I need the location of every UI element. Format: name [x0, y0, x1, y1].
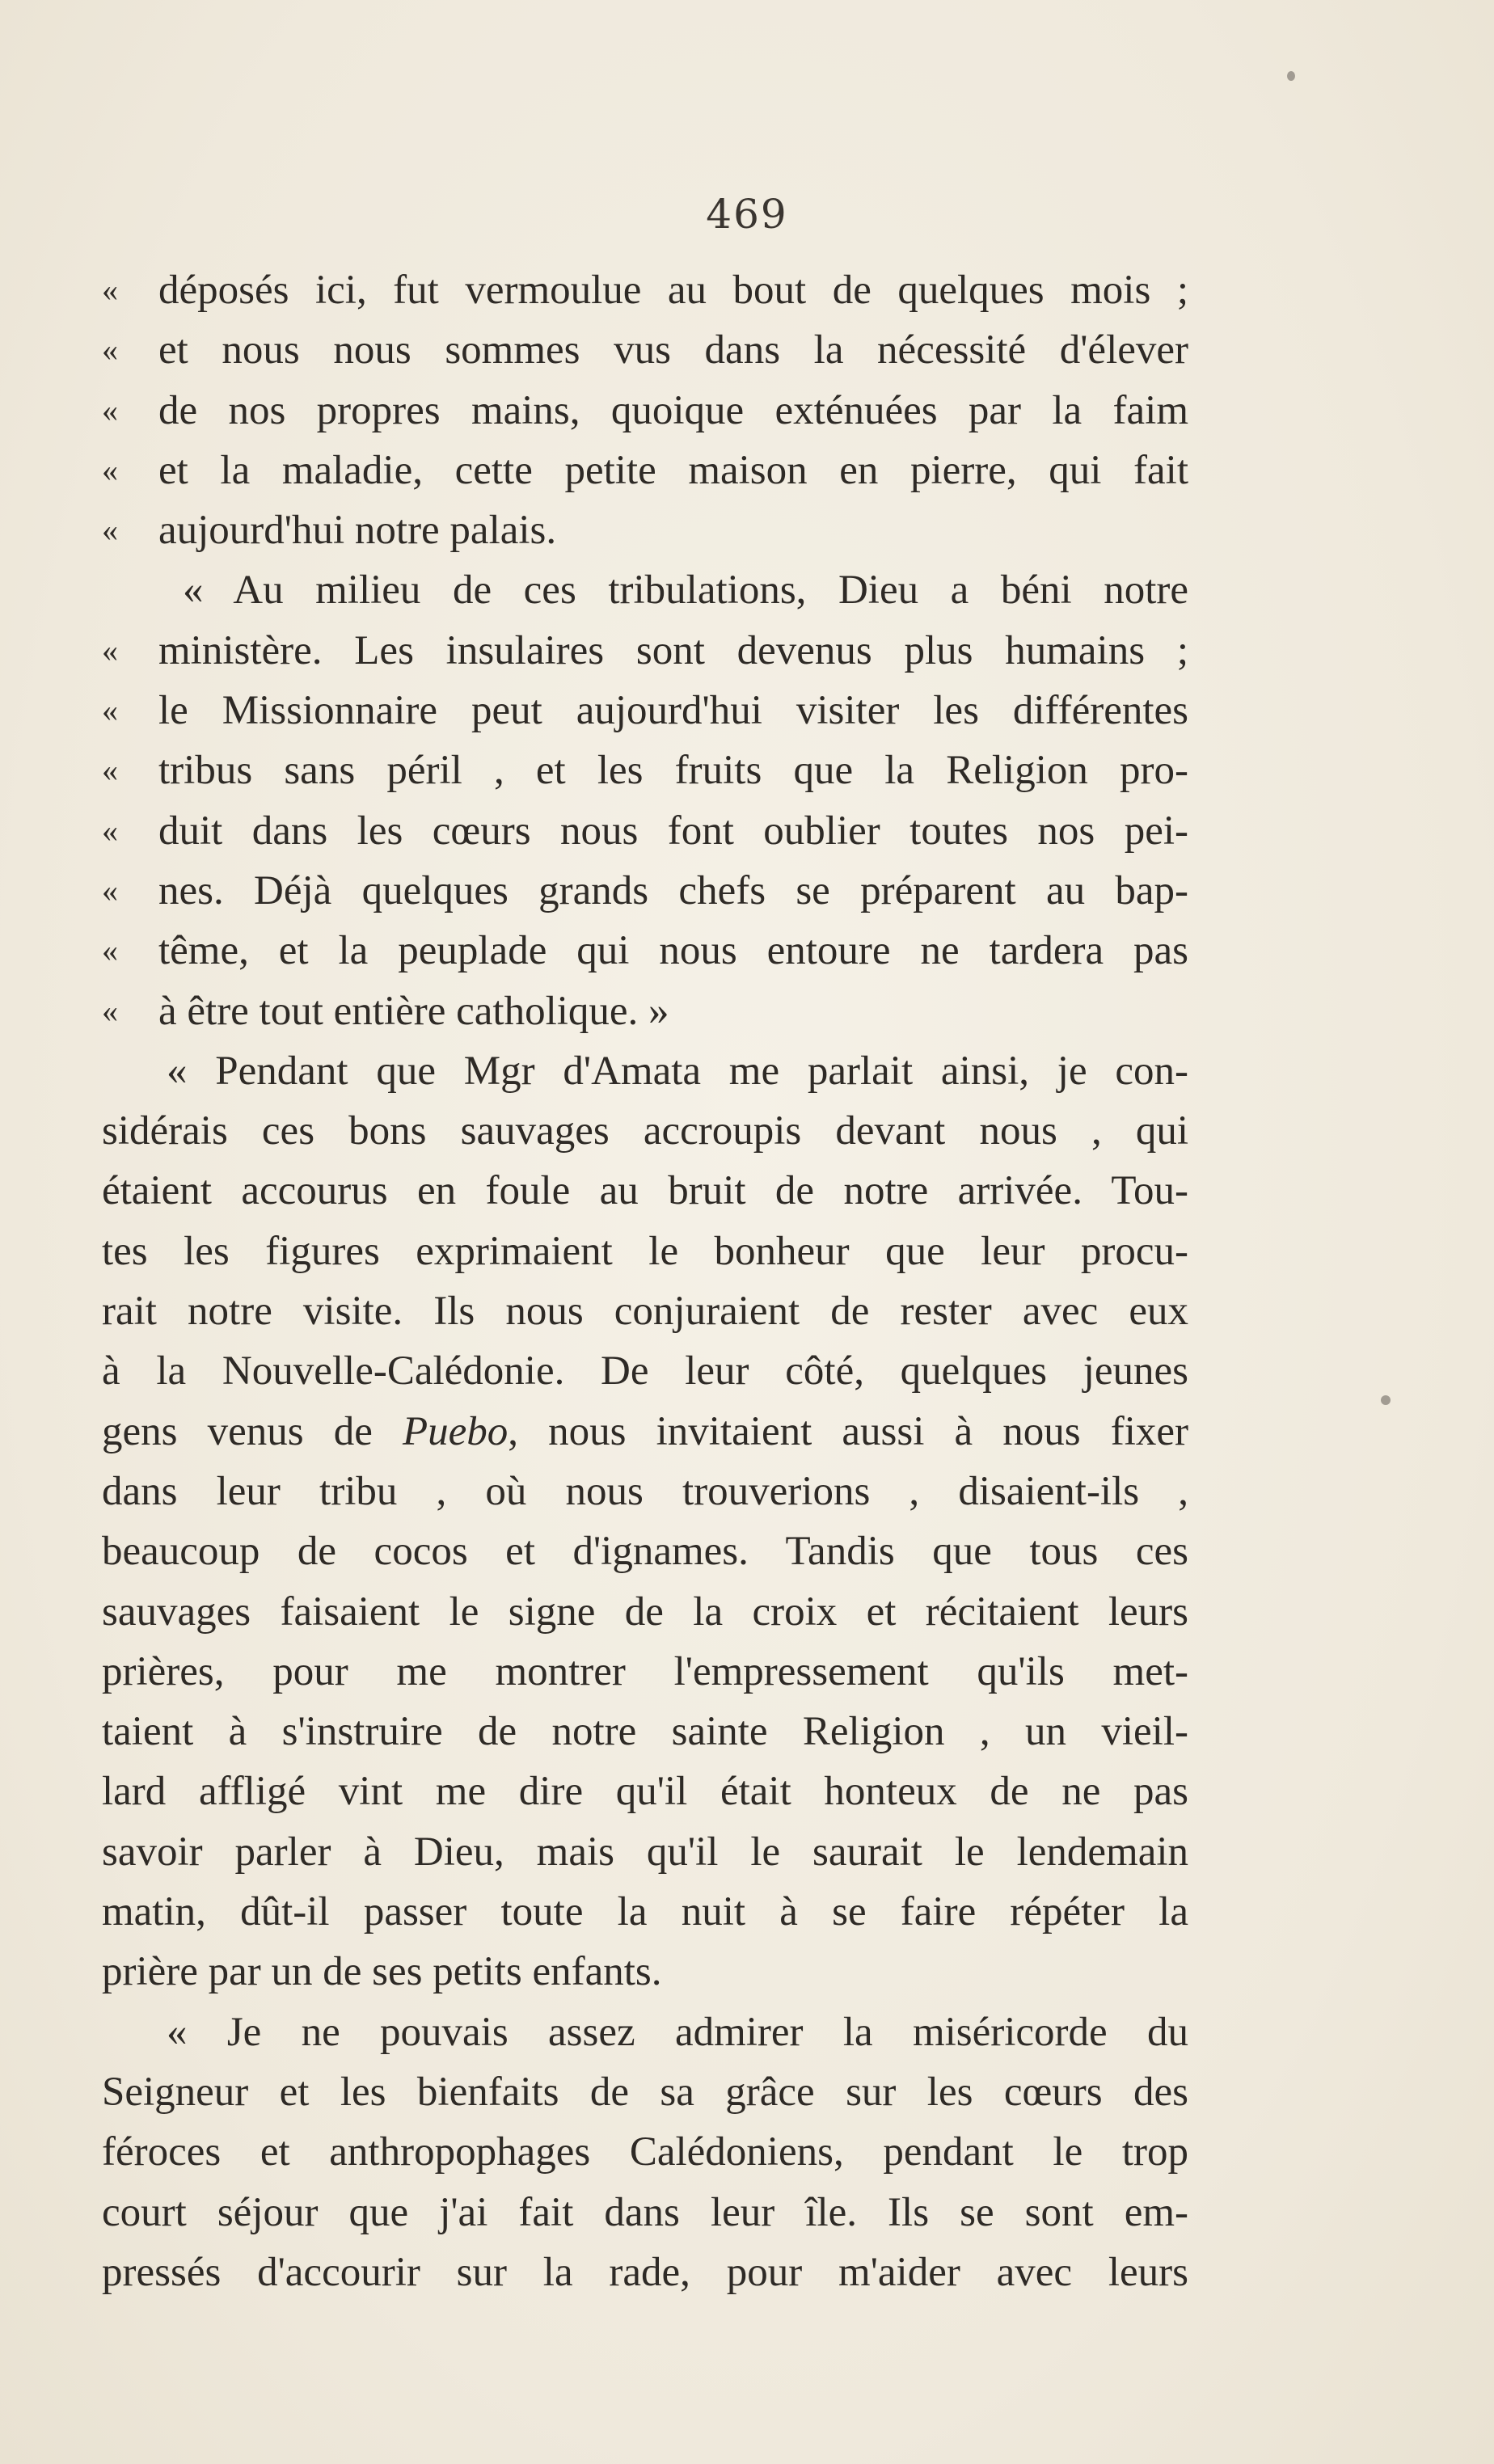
paragraph-start-line: « Pendant que Mgr d'Amata me parlait ainsi, je con- [167, 1048, 1188, 1094]
text-line: Seigneur et les bienfaits de sa grâce sur les cœurs des [102, 2069, 1188, 2115]
text-line: beaucoup de cocos et d'ignames. Tandis que tous ces [102, 1529, 1188, 1575]
text-line: taient à s'instruire de notre sainte Religion , un vieil- [102, 1709, 1188, 1755]
text-line: « et nous nous sommes vus dans la nécessité d'élever [102, 320, 1188, 380]
text-line: étaient accourus en foule au bruit de notre arrivée. Tou- [102, 1168, 1188, 1214]
text-line: « aujourd'hui notre palais. [102, 500, 1188, 560]
text-line: rait notre visite. Ils nous conjuraient de rester avec eux [102, 1289, 1188, 1335]
text-line: « nes. Déjà quelques grands chefs se préparent au bap- [102, 861, 1188, 921]
text-line: « déposés ici, fut vermoulue au bout de quelques mois ; [102, 260, 1188, 320]
text-line: pressés d'accourir sur la rade, pour m'aider avec leurs [102, 2249, 1188, 2295]
body-text [102, 260, 1188, 2302]
text-line: « de nos propres mains, quoique exténuées par la faim [102, 381, 1188, 441]
paper-speck [1381, 1395, 1391, 1405]
quote-mark: « [102, 631, 118, 669]
text-line: « tême, et la peuplade qui nous entoure ne tardera pas [102, 921, 1188, 981]
text-line: sauvages faisaient le signe de la croix et récitaient leurs [102, 1589, 1188, 1635]
text-line: court séjour que j'ai fait dans leur île. Ils se sont em- [102, 2189, 1188, 2235]
quote-mark: « [102, 992, 118, 1029]
text-line: « ministère. Les insulaires sont devenus plus humains ; [102, 621, 1188, 681]
quote-mark: « [102, 932, 118, 969]
text-line: « duit dans les cœurs nous font oublier toutes nos pei- [102, 801, 1188, 861]
quote-mark: « [102, 752, 118, 789]
quote-mark: « [102, 451, 118, 488]
page-number: 469 [706, 191, 788, 238]
quote-mark: « [102, 692, 118, 729]
text-line: gens venus de Puebo, nous invitaient aussi à nous fixer [102, 1408, 1188, 1454]
text-line: à la Nouvelle-Calédonie. De leur côté, quelques jeunes [102, 1348, 1188, 1394]
quote-mark: « [102, 391, 118, 428]
text-line: « tribus sans péril , et les fruits que la Religion pro- [102, 740, 1188, 800]
paper-speck [1287, 71, 1295, 81]
quote-mark: « [102, 512, 118, 549]
text-line: dans leur tribu , où nous trouverions , disaient-ils , [102, 1468, 1188, 1514]
text-line: matin, dût-il passer toute la nuit à se faire répéter la [102, 1889, 1188, 1935]
text-line: savoir parler à Dieu, mais qu'il le saurait le lendemain [102, 1829, 1188, 1875]
text-line: « et la maladie, cette petite maison en pierre, qui fait [102, 441, 1188, 500]
quote-mark: « [102, 272, 118, 308]
text-line: féroces et anthropophages Calédoniens, pendant le trop [102, 2129, 1188, 2175]
text-line: prières, pour me montrer l'empressement qu'ils met- [102, 1648, 1188, 1694]
quote-mark: « [102, 871, 118, 909]
text-line: lard affligé vint me dire qu'il était honteux de ne pas [102, 1769, 1188, 1815]
text-line: « le Missionnaire peut aujourd'hui visiter les différentes [102, 681, 1188, 740]
text-line: prière par un de ses petits enfants. [102, 1949, 662, 1995]
place-name-puebo: Puebo [402, 1408, 509, 1454]
quote-mark: « [102, 812, 118, 849]
text-line: sidérais ces bons sauvages accroupis devant nous , qui [102, 1108, 1188, 1154]
paragraph-start-line: « Je ne pouvais assez admirer la miséricorde du [167, 2009, 1188, 2055]
text-line: tes les figures exprimaient le bonheur que leur procu- [102, 1228, 1188, 1274]
text-line: « à être tout entière catholique. » [102, 981, 1188, 1041]
paragraph-start-line: « Au milieu de ces tribulations, Dieu a béni notre [183, 567, 1188, 614]
quote-mark: « [102, 331, 118, 369]
